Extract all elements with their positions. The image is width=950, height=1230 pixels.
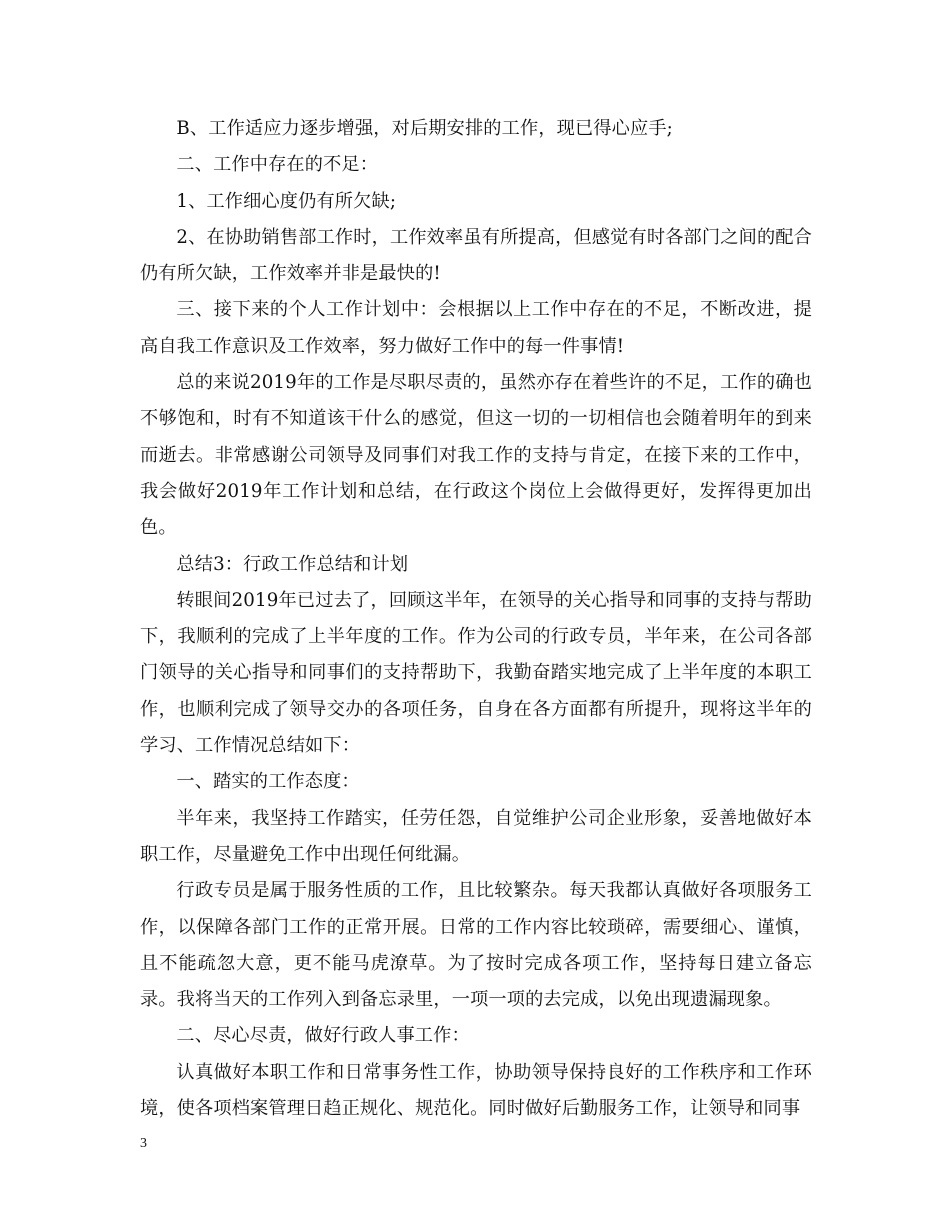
paragraph-2: 二、工作中存在的不足：: [176, 154, 379, 176]
paragraph-12: 二、尽心尽责，做好行政人事工作：: [176, 1025, 470, 1047]
paragraph-10: 半年来，我坚持工作踏实，任劳任怨，自觉维护公司企业形象，妥善地做好本职工作，尽量避免工作中出现任何纰漏。: [140, 807, 812, 865]
paragraph-3: 1、工作细心度仍有所欠缺;: [176, 190, 397, 212]
paragraph-4: 2、在协助销售部工作时，工作效率虽有所提高，但感觉有时各部门之间的配合仍有所欠缺，工作效率并非是最快的!: [140, 226, 812, 285]
document-body: [140, 111, 812, 1127]
paragraph-13: 认真做好本职工作和日常事务性工作，协助领导保持良好的工作秩序和工作环境，使各项档案管理日趋正规化、规范化。同时做好后勤服务工作，让领导和同事: [140, 1061, 812, 1120]
page-number: 3: [140, 1136, 147, 1151]
paragraph-9: 一、踏实的工作态度：: [176, 771, 360, 793]
paragraph-6: 总的来说2019年的工作是尽职尽责的，虽然亦存在着些许的不足，工作的确也不够饱和，时有不知道该干什么的感觉，但这一切的一切相信也会随着明年的到来而逝去。非常感谢公司领导及同事们对我工作的支持与肯定，在接下来的工作中，我会做好2019年工作计划和总结，在行政这个岗位上会做得更好，发挥得更加出色。: [140, 372, 812, 539]
paragraph-5: 三、接下来的个人工作计划中：会根据以上工作中存在的不足，不断改进，提高自我工作意识及工作效率，努力做好工作中的每一件事情!: [140, 299, 812, 357]
paragraph-8: 转眼间2019年已过去了，回顾这半年，在领导的关心指导和同事的支持与帮助下，我顺利的完成了上半年度的工作。作为公司的行政专员，半年来，在公司各部门领导的关心指导和同事们的支持帮助下，我勤奋踏实地完成了上半年度的本职工作，也顺利完成了领导交办的各项任务，自身在各方面都有所提升，现将这半年的学习、工作情况总结如下：: [140, 589, 812, 757]
paragraph-1: B、工作适应力逐步增强，对后期安排的工作，现已得心应手;: [176, 118, 673, 139]
paragraph-11: 行政专员是属于服务性质的工作，且比较繁杂。每天我都认真做好各项服务工作，以保障各部门工作的正常开展。日常的工作内容比较琐碎，需要细心、谨慎，且不能疏忽大意，更不能马虎潦草。为了按时完成各项工作，坚持每日建立备忘录。我将当天的工作列入到备忘录里，一项一项的去完成，以免出现遗漏现象。: [140, 880, 812, 1011]
section-heading: 总结3：行政工作总结和计划: [176, 553, 409, 575]
